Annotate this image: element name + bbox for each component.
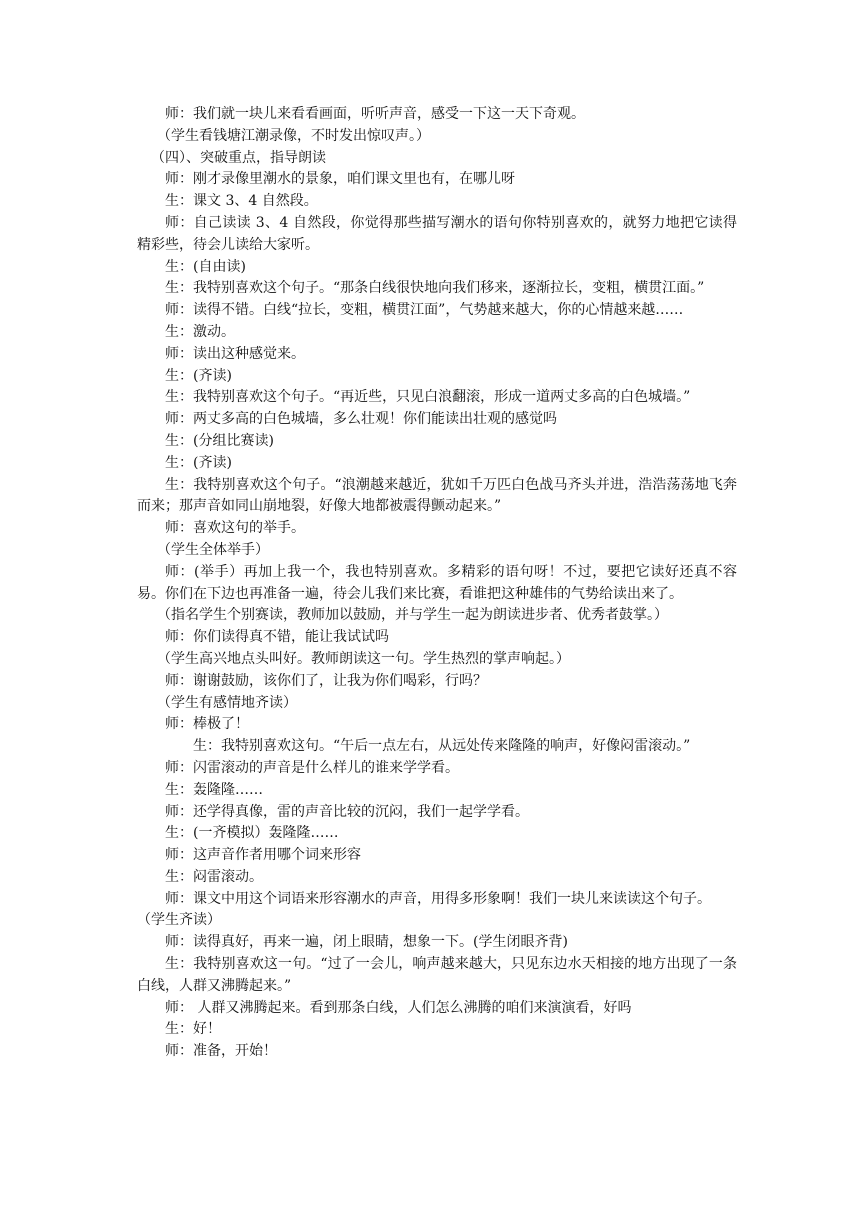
paragraph: 生：好！	[165, 1021, 221, 1038]
paragraph: 师：读出这种感觉来。	[165, 345, 305, 362]
paragraph: 生：(自由读)	[165, 258, 246, 275]
paragraph: 生：(分组比赛读)	[165, 432, 274, 449]
paragraph: 生：闷雷滚动。	[165, 868, 263, 885]
paragraph: 师：这声音作者用哪个词来形容	[165, 847, 361, 864]
paragraph: 师：你们读得真不错，能让我试试吗	[165, 629, 389, 646]
paragraph: （学生齐读）	[137, 912, 221, 929]
paragraph: 师：读得不错。白线“拉长，变粗，横贯江面”，气势越来越大，你的心情越来越……	[165, 302, 684, 319]
paragraph: 生：我特别喜欢这个句子。“浪潮越来越近，犹如千万匹白色战马齐头并进，浩浩荡荡地飞奔而来；那声音如同山崩地裂，好像大地都被震得颤动起来。”	[137, 476, 737, 515]
paragraph: 师：(举手）再加上我一个，我也特别喜欢。多精彩的语句呀！不过，要把它读好还真不容易。你们在下边也再准备一遍，待会儿我们来比赛，看谁把这种雄伟的气势给读出来了。	[137, 563, 737, 602]
paragraph: 师：读得真好，再来一遍，闭上眼睛，想象一下。(学生闭眼齐背)	[165, 934, 568, 951]
paragraph: （学生全体举手）	[157, 541, 269, 558]
paragraph: 师：刚才录像里潮水的景象，咱们课文里也有，在哪儿呀	[165, 171, 515, 188]
paragraph: 师：我们就一块儿来看看画面，听听声音，感受一下这一天下奇观。	[165, 106, 585, 122]
paragraph: （学生高兴地点头叫好。教师朗读这一句。学生热烈的掌声响起。）	[157, 650, 570, 667]
paragraph: 师： 人群又沸腾起来。看到那条白线，人们怎么沸腾的咱们来演演看，好吗	[165, 999, 632, 1016]
paragraph: 师：两丈多高的白色城墙，多么壮观！你们能读出壮观的感觉吗	[165, 411, 557, 428]
document-body	[137, 104, 737, 1063]
paragraph: 生：我特别喜欢这一句。“过了一会儿，响声越来越大，只见东边水天相接的地方出现了一条白线，人群又沸腾起来。”	[137, 956, 737, 994]
paragraph: 生：(齐读)	[165, 367, 232, 384]
paragraph: 师：喜欢这句的举手。	[165, 520, 305, 537]
paragraph: 师：自己读读 3、4 自然段，你觉得那些描写潮水的语句你特别喜欢的，就努力地把它读得精彩些，待会儿读给大家听。	[137, 214, 737, 253]
paragraph: 师：准备，开始！	[165, 1043, 277, 1060]
paragraph: 生：我特别喜欢这个句子。“再近些，只见白浪翻滚，形成一道两丈多高的白色城墙。”	[165, 389, 691, 406]
paragraph: （指名学生个别赛读，教师加以鼓励，并与学生一起为朗读进步者、优秀者鼓掌。）	[157, 607, 668, 624]
paragraph: 师：谢谢鼓励，该你们了，让我为你们喝彩，行吗？	[165, 672, 487, 689]
paragraph: 生：我特别喜欢这句。“午后一点左右，从远处传来隆隆的响声，好像闷雷滚动。”	[193, 738, 691, 755]
section-heading: （四）、突破重点，指导朗读	[151, 149, 326, 166]
paragraph: 生：(一齐模拟）轰隆隆……	[165, 825, 339, 842]
paragraph: 师：课文中用这个词语来形容潮水的声音，用得多形象啊！我们一块儿来读读这个句子。	[165, 890, 711, 907]
paragraph: 师：棒极了！	[165, 716, 249, 733]
paragraph: 生：(齐读)	[165, 454, 232, 471]
paragraph: 生：激动。	[165, 323, 235, 340]
paragraph: （学生看钱塘江潮录像，不时发出惊叹声。）	[157, 127, 430, 144]
paragraph: 生：轰隆隆……	[165, 781, 263, 798]
paragraph: 生：课文 3、4 自然段。	[165, 193, 318, 210]
paragraph: （学生有感情地齐读）	[157, 694, 297, 711]
paragraph: 生：我特别喜欢这个句子。“那条白线很快地向我们移来，逐渐拉长，变粗，横贯江面。”	[165, 280, 705, 297]
paragraph: 师：闪雷滚动的声音是什么样儿的谁来学学看。	[165, 759, 459, 776]
paragraph: 师：还学得真像，雷的声音比较的沉闷，我们一起学学看。	[165, 803, 529, 820]
